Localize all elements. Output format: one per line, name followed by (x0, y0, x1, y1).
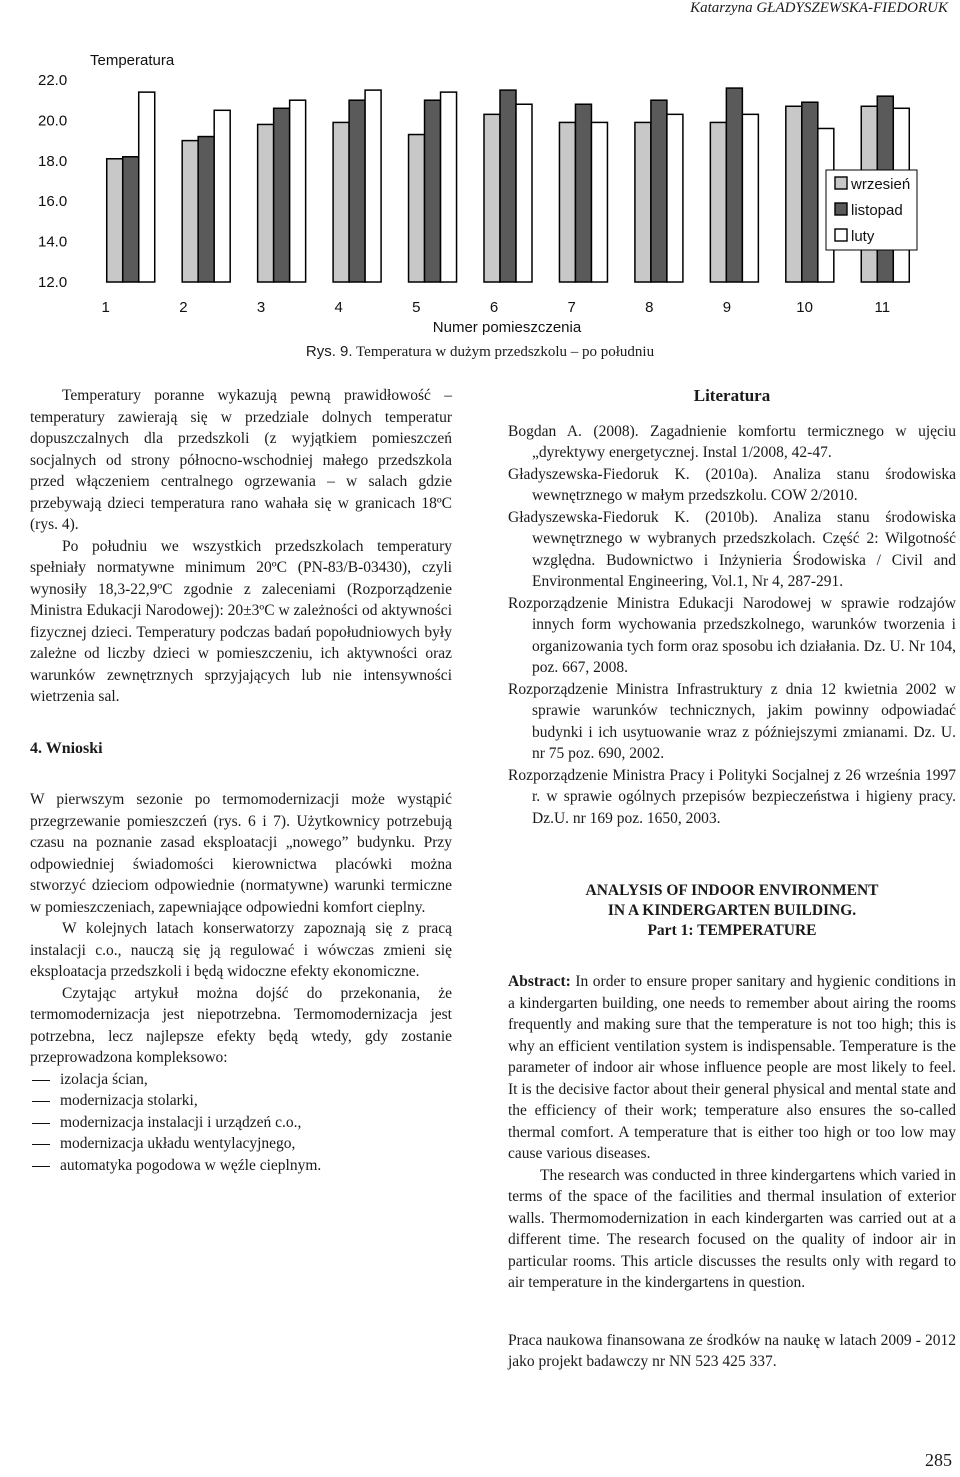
english-title-line: IN A KINDERGARTEN BUILDING. (607, 902, 857, 919)
abstract-paragraph: The research was conducted in three kindergartens which varied in terms of the space of the facilities and thermal insulation of exterior walls. Thermomodernization in each kindergarten was carried out at a different time. The research focused on the quality of indoor air in particular rooms. This article discusses the results only with regard to air temperature in the kindergartens in question. (508, 1166, 956, 1291)
english-title-line: ANALYSIS OF INDOOR ENVIRONMENT (585, 882, 879, 899)
bar-luty (139, 92, 155, 282)
list-item: modernizacja układu wentylacyjnego, (30, 1133, 452, 1155)
figure-caption-prefix: Rys. 9. (305, 343, 353, 360)
x-tick-label: 3 (256, 299, 266, 316)
bar-wrzesień (484, 114, 500, 282)
bar-listopad (500, 90, 516, 282)
bar-listopad (726, 88, 742, 282)
bar-luty (290, 100, 306, 282)
running-header: Katarzyna GŁADYSZEWSKA-FIEDORUK (690, 0, 948, 16)
bar-listopad (198, 137, 214, 282)
reference-item: Rozporządzenie Ministra Edukacji Narodowej w sprawie rodzajów innych form wychowania przedszkolnego, warunków tworzenia i organizowania tych form oraz sposobu ich działania. Dz. U. Nr 104, poz. 667, 2008. (508, 594, 956, 676)
abstract-label: Abstract: (508, 973, 571, 990)
reference-item: Bogdan A. (2008). Zagadnienie komfortu termicznego w ujęciu „dyrektywy energetycznej. Instal 1/2008, 42-47. (508, 422, 956, 461)
legend-swatch (835, 229, 847, 241)
reference-item: Gładyszewska-Fiedoruk K. (2010a). Analiza stanu środowiska wewnętrznego w małym przedszkolu. COW 2/2010. (508, 465, 956, 504)
y-tick-label: 18.0 (38, 152, 68, 170)
modernization-list (30, 1069, 452, 1177)
x-tick-label: 8 (645, 299, 654, 316)
figure-caption (0, 343, 960, 361)
bar-luty (742, 114, 758, 282)
left-column (30, 385, 452, 1176)
figure-caption-text: Temperatura w dużym przedszkolu – po południu (352, 344, 655, 360)
funding-note: Praca naukowa finansowana ze środków na naukę w latach 2009 - 2012 jako projekt badawczy nr NN 523 425 337. (508, 1331, 956, 1370)
y-tick-label: 14.0 (38, 233, 68, 251)
y-tick-label: 16.0 (38, 193, 68, 211)
bar-wrzesień (333, 122, 349, 282)
legend-swatch (835, 203, 847, 215)
bar-listopad (349, 100, 365, 282)
bar-wrzesień (559, 122, 575, 282)
list-item: modernizacja instalacji i urządzeń c.o., (30, 1112, 452, 1134)
bar-listopad (274, 108, 290, 282)
y-tick-label: 22.0 (38, 72, 68, 89)
paragraph: Temperatury poranne wykazują pewną prawidłowość – temperatury zawierają się w przedziale dolnych temperatur dopuszczalnych dla przedszkoli (z wyjątkiem pomieszczeń socjalnych od strony północno-wschodniej małego przedszkola przed włączeniem centralnego ogrzewania – w salach gdzie przebywają dzieci temperatura rano wahała się w granicach 18ºC (rys. 4). (30, 387, 452, 533)
page-number: 285 (925, 1450, 952, 1470)
x-tick-label: 1 (101, 299, 110, 316)
legend-label: wrzesień (851, 176, 911, 193)
bar-listopad (575, 104, 591, 282)
x-tick-label: 2 (179, 299, 188, 316)
x-tick-label: 6 (489, 299, 499, 316)
bar-wrzesień (635, 122, 651, 282)
x-tick-label: 5 (412, 299, 421, 316)
legend-swatch (835, 177, 847, 189)
bar-luty (214, 110, 230, 282)
bar-listopad (802, 102, 818, 282)
right-column (508, 385, 956, 1373)
abstract (508, 971, 956, 1165)
reference-item: Rozporządzenie Ministra Pracy i Polityki Socjalnej z 26 września 1997 r. w sprawie ogólnych przepisów bezpieczeństwa i higieny pracy. Dz.U. nr 169 poz. 1650, 2003. (508, 766, 956, 827)
bar-listopad (425, 100, 441, 282)
chart-legend (826, 170, 917, 250)
bar-wrzesień (409, 135, 425, 282)
paragraph: W kolejnych latach konserwatorzy zapoznają się z pracą instalacji c.o., nauczą się ją regulować i wówczas zmieni się eksploatacja przedszkoli i będą widoczne efekty ekonomiczne. (30, 920, 452, 980)
x-tick-label: 7 (567, 299, 576, 316)
y-axis-ticks (38, 72, 67, 291)
section-heading: 4. Wnioski (30, 739, 103, 757)
list-item: modernizacja stolarki, (30, 1090, 452, 1112)
paragraph: Po południu we wszystkich przedszkolach temperatury spełniały normatywne minimum 20ºC (PN-83/B-03430), czyli wynosiły 18,3-22,9ºC zgodnie z zaleceniami (Rozporządzenie Ministra Edukacji Narodowej): 20±3ºC w zależności od aktywności fizycznej dzieci. Temperatury podczas badań popołudniowych były zależne od liczby dzieci w pomieszczeniu, ich aktywności oraz warunków zewnętrznych sprzyjających lub nie intensywności wietrzenia sal. (30, 537, 452, 705)
paragraph: Czytając artykuł można dojść do przekonania, że termomodernizacja jest niepotrzebna. Termomodernizacja jest potrzebna, lecz najlepsze efekty będą wtedy, gdy zostanie przeprowadzona kompleksowo: (30, 984, 452, 1066)
paragraph: W pierwszym sezonie po termomodernizacji może wystąpić przegrzewanie pomieszczeń (rys. 6 i 7). Użytkownicy potrzebują czasu na poznanie zasad eksploatacji „nowego” budynku. Przy odpowiedniej świadomości kierownictwa placówki można stworzyć dzieciom odpowiednie (normatywne) warunki termiczne w pomieszczeniach, zapewniające odpowiedni komfort cieplny. (30, 791, 452, 916)
english-title-line: Part 1: TEMPERATURE (647, 922, 817, 939)
bars (107, 88, 910, 282)
bar-chart (0, 40, 960, 340)
y-tick-label: 12.0 (38, 274, 68, 291)
literature-heading: Literatura (693, 386, 771, 405)
x-axis-ticks (102, 299, 891, 316)
reference-item: Rozporządzenie Ministra Infrastruktury z dnia 12 kwietnia 2002 w sprawie warunków technicznych, jakim powinny odpowiadać budynki i ich usytuowanie wraz z późniejszymi zmianami. Dz. U. nr 75 poz. 690, 2002. (508, 680, 956, 762)
legend-label: listopad (851, 202, 903, 219)
bar-listopad (651, 100, 667, 282)
abstract-text: In order to ensure proper sanitary and hygienic conditions in a kindergarten building, one needs to remember about airing the rooms frequently and making sure that the temperature is not too high; this is why an efficient ventilation system is indispensable. Temperature is the parameter of indoor air whose influence people are most likely to feel. It is the decisive factor about their general physical and mental state and the efficiency of their work; temperature also ensures the so-called thermal comfort. A temperature that is either too high or too low may cause various diseases. (508, 973, 956, 1162)
list-item: automatyka pogodowa w węźle cieplnym. (30, 1155, 452, 1177)
x-axis-label: Numer pomieszczenia (432, 319, 582, 336)
x-tick-label: 4 (334, 299, 343, 316)
x-tick-label: 9 (722, 299, 732, 316)
legend-label: luty (851, 228, 875, 245)
bar-wrzesień (182, 141, 198, 282)
bar-luty (591, 122, 607, 282)
bar-wrzesień (710, 122, 726, 282)
bar-wrzesień (107, 159, 123, 282)
chart-title: Temperatura (90, 52, 175, 69)
x-tick-label: 10 (796, 299, 813, 316)
english-title (508, 881, 956, 941)
bar-luty (667, 114, 683, 282)
bar-listopad (123, 157, 139, 282)
x-tick-label: 11 (874, 299, 891, 316)
list-item: izolacja ścian, (30, 1069, 452, 1091)
bar-wrzesień (786, 106, 802, 282)
bar-luty (441, 92, 457, 282)
bar-wrzesień (258, 124, 274, 282)
reference-item: Gładyszewska-Fiedoruk K. (2010b). Analiza stanu środowiska wewnętrznego w wybranych przedszkolach. Część 2: Wilgotność względna. Budownictwo i Inżynieria Środowiska / Civil and Environmental Engineering, Vol.1, Nr 4, 287-291. (508, 508, 956, 590)
bar-luty (365, 90, 381, 282)
y-tick-label: 20.0 (38, 112, 68, 130)
bar-luty (516, 104, 532, 282)
